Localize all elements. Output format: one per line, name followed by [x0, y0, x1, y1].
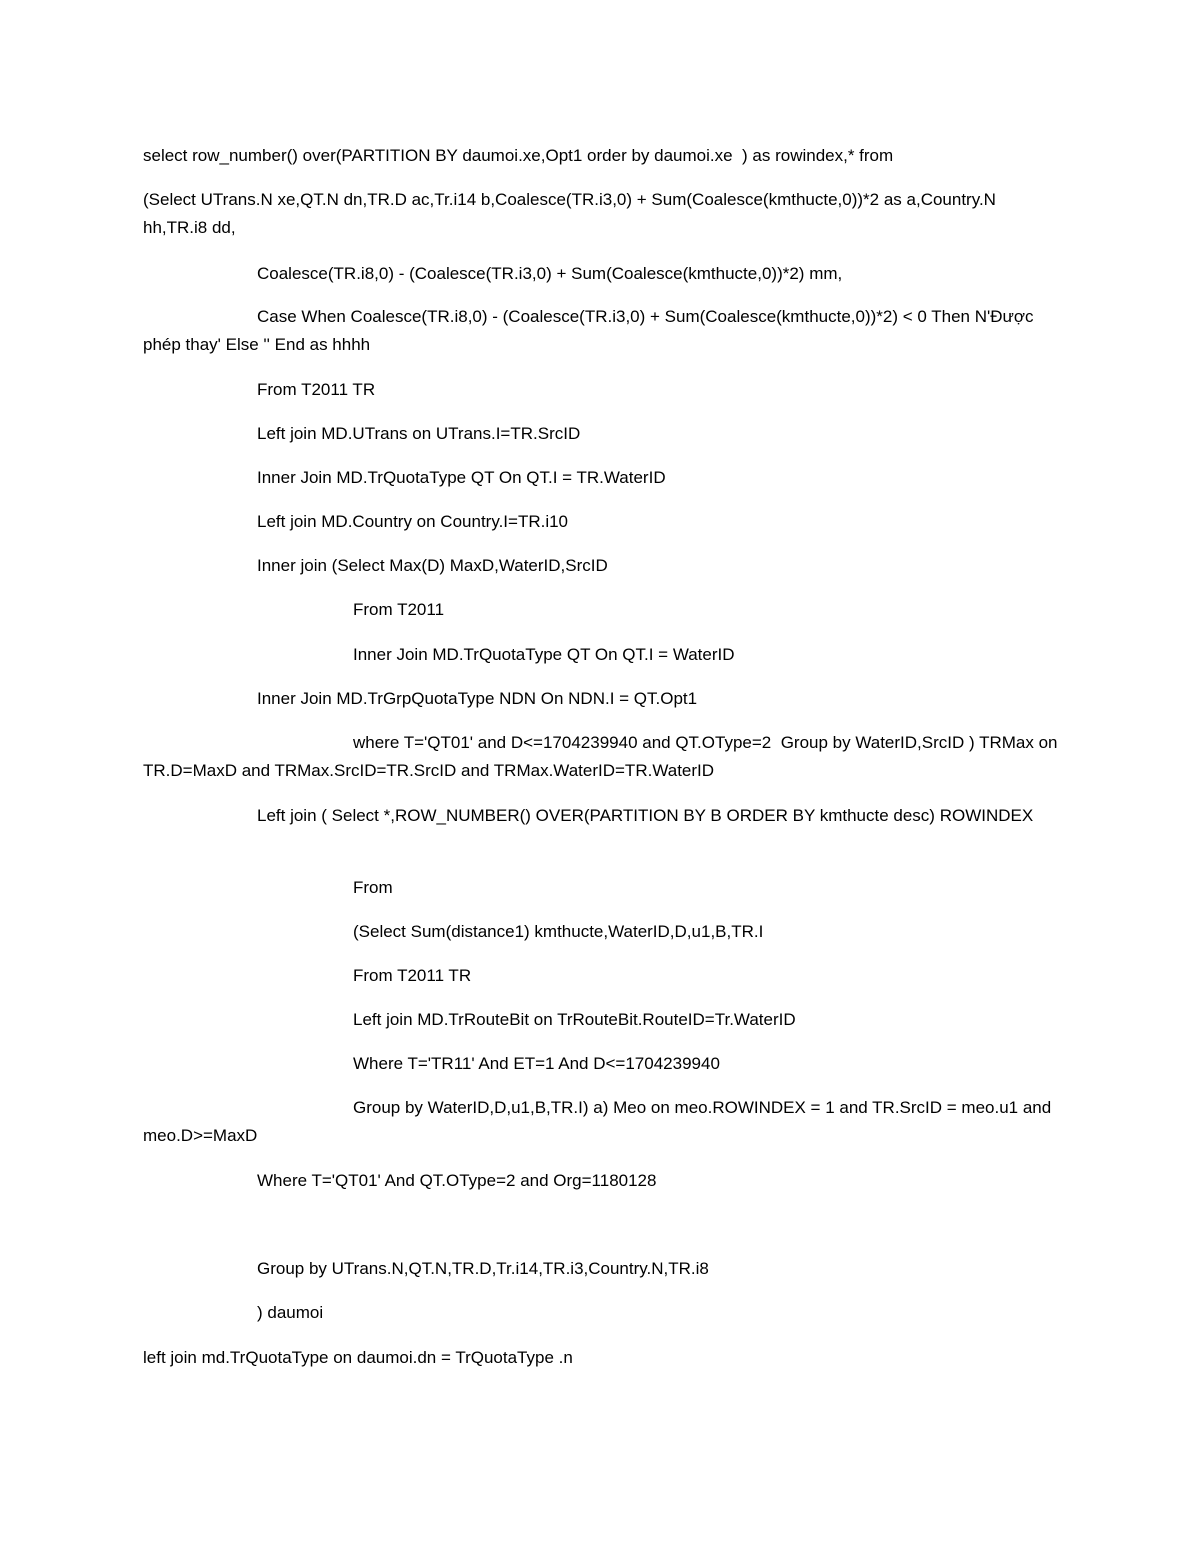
- sql-line-join-quotatype: Inner Join MD.TrQuotaType QT On QT.I = TR.WaterID: [257, 468, 666, 487]
- sql-line-from-t2011-tr: From T2011 TR: [353, 966, 472, 985]
- sql-line-join-grpquotatype: Inner Join MD.TrGrpQuotaType NDN On NDN.I = QT.Opt1: [257, 689, 698, 708]
- sql-line-join-max: Inner join (Select Max(D) MaxD,WaterID,SrcID: [257, 556, 608, 575]
- sql-line-group-by: Group by UTrans.N,QT.N,TR.D,Tr.i14,TR.i3,Country.N,TR.i8: [257, 1259, 709, 1278]
- sql-line-group-meo: Group by WaterID,D,u1,B,TR.I) a) Meo on meo.ROWINDEX = 1 and TR.SrcID = meo.u1 and meo.D>=MaxD: [143, 1098, 1056, 1145]
- sql-line-where-qt01: Where T='QT01' And QT.OType=2 and Org=1180128: [257, 1171, 657, 1190]
- sql-line-mm: Coalesce(TR.i8,0) - (Coalesce(TR.i3,0) + Sum(Coalesce(kmthucte,0))*2) mm,: [257, 264, 843, 283]
- sql-line-from-keyword: From: [353, 878, 393, 897]
- sql-line-inner-join-qt: Inner Join MD.TrQuotaType QT On QT.I = WaterID: [353, 645, 735, 664]
- sql-line-join-routebit: Left join MD.TrRouteBit on TrRouteBit.RouteID=Tr.WaterID: [353, 1010, 796, 1029]
- sql-line-where-tr11: Where T='TR11' And ET=1 And D<=1704239940: [353, 1054, 720, 1073]
- sql-line-close-daumoi: ) daumoi: [257, 1303, 324, 1322]
- sql-line-case-when: Case When Coalesce(TR.i8,0) - (Coalesce(TR.i3,0) + Sum(Coalesce(kmthucte,0))*2) < 0 Then N'Được phép thay' Else '' End as hhhh: [143, 307, 1039, 354]
- sql-line-left-join-rownumber: Left join ( Select *,ROW_NUMBER() OVER(PARTITION BY B ORDER BY kmthucte desc) ROWINDEX: [257, 806, 1034, 825]
- sql-line-select-sum: (Select Sum(distance1) kmthucte,WaterID,D,u1,B,TR.I: [353, 922, 764, 941]
- sql-line-left-join-final: left join md.TrQuotaType on daumoi.dn = TrQuotaType .n: [143, 1348, 573, 1367]
- sql-line-subquery-select: (Select UTrans.N xe,QT.N dn,TR.D ac,Tr.i14 b,Coalesce(TR.i3,0) + Sum(Coalesce(kmthucte,0))*2 as a,Country.N hh,TR.i8 dd,: [143, 190, 1001, 237]
- sql-line-where-group: where T='QT01' and D<=1704239940 and QT.OType=2 Group by WaterID,SrcID ) TRMax on TR.D=MaxD and TRMax.SrcID=TR.SrcID and TRMax.WaterID=TR.WaterID: [143, 733, 1062, 780]
- sql-line-join-utrans: Left join MD.UTrans on UTrans.I=TR.SrcID: [257, 424, 581, 443]
- sql-line-from: From T2011 TR: [257, 380, 376, 399]
- sql-line-from-t2011: From T2011: [353, 600, 445, 619]
- sql-line-select: select row_number() over(PARTITION BY daumoi.xe,Opt1 order by daumoi.xe ) as rowindex,* from: [143, 146, 894, 165]
- sql-line-join-country: Left join MD.Country on Country.I=TR.i10: [257, 512, 569, 531]
